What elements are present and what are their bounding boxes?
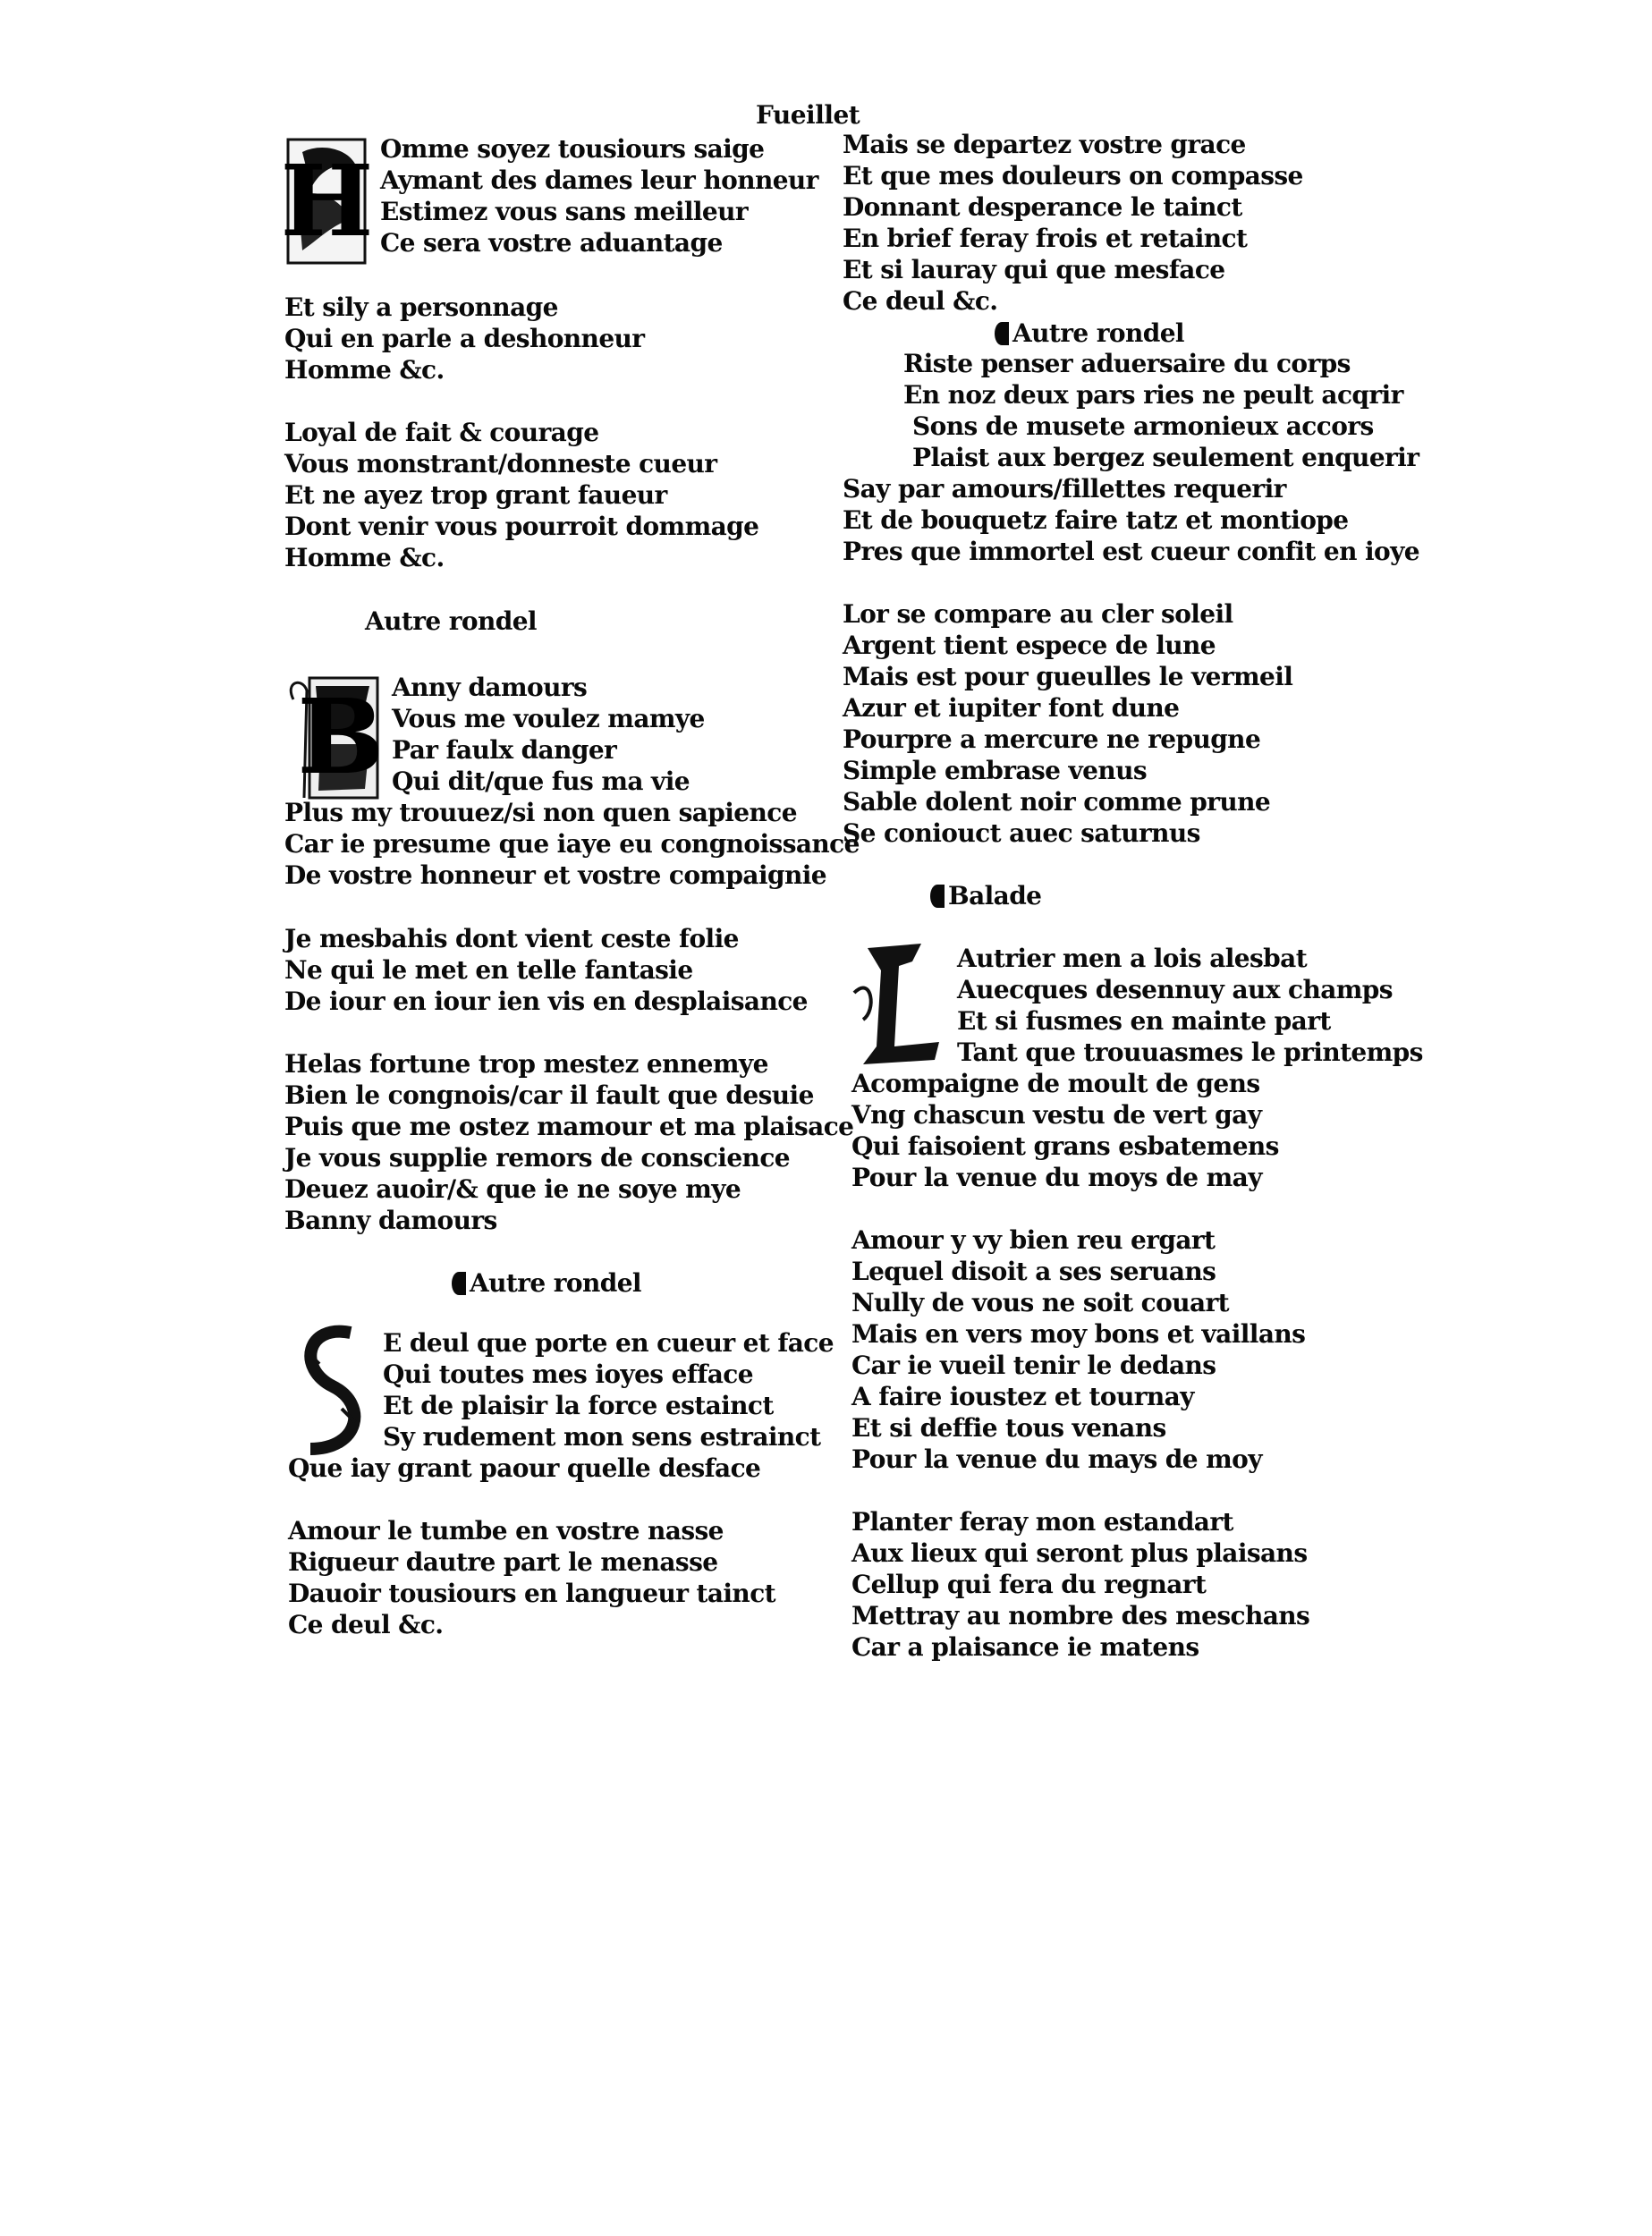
verse-line: Deuez auoir/& que ie ne soye mye bbox=[284, 1174, 741, 1204]
verse-line: Lor se compare au cler soleil bbox=[843, 599, 1233, 629]
verse-line: Dauoir tousiours en langueur tainct bbox=[288, 1579, 775, 1608]
verse-line: Car ie presume que iaye eu congnoissance bbox=[284, 829, 860, 859]
verse-line: Loyal de fait & courage bbox=[284, 418, 599, 447]
verse-line: Banny damours bbox=[284, 1206, 497, 1235]
verse-line: Pour la venue du mays de moy bbox=[851, 1444, 1262, 1474]
verse-line: Et si deffie tous venans bbox=[851, 1413, 1166, 1443]
verse-line: Ce sera vostre aduantage bbox=[380, 228, 723, 258]
verse-line: Mais se departez vostre grace bbox=[843, 130, 1246, 159]
verse-line: Helas fortune trop mestez ennemye bbox=[284, 1049, 768, 1079]
verse-line: Anny damours bbox=[392, 673, 588, 702]
verse-line: Par faulx danger bbox=[392, 735, 617, 765]
verse-line: Aymant des dames leur honneur bbox=[380, 165, 818, 195]
verse-line: Rigueur dautre part le menasse bbox=[288, 1547, 718, 1577]
verse-line: Cellup qui fera du regnart bbox=[851, 1570, 1207, 1599]
verse-line: Azur et iupiter font dune bbox=[843, 693, 1180, 723]
section-heading bbox=[930, 881, 1041, 911]
verse-line: Mais en vers moy bons et vaillans bbox=[851, 1319, 1306, 1349]
verse-line: Simple embrase venus bbox=[843, 756, 1148, 785]
verse-line: Acompaigne de moult de gens bbox=[851, 1069, 1260, 1098]
section-heading-text: Balade bbox=[948, 881, 1042, 910]
verse-line: Omme soyez tousiours saige bbox=[380, 134, 765, 164]
verse-line: Et de plaisir la force estainct bbox=[383, 1391, 774, 1420]
verse-line: Se coniouct auec saturnus bbox=[843, 818, 1200, 848]
section-heading: Autre rondel bbox=[365, 606, 537, 636]
verse-line: Et que mes douleurs on compasse bbox=[843, 161, 1303, 191]
page-header: Fueillet bbox=[756, 100, 860, 130]
verse-line: Homme &c. bbox=[284, 355, 445, 385]
verse-line: De vostre honneur et vostre compaignie bbox=[284, 860, 826, 890]
verse-line: Ce deul &c. bbox=[843, 286, 998, 316]
verse-line: Que iay grant paour quelle desface bbox=[288, 1453, 761, 1483]
pilcrow-icon bbox=[995, 322, 1009, 345]
verse-line: Je vous supplie remors de conscience bbox=[284, 1143, 790, 1173]
verse-line: Sy rudement mon sens estrainct bbox=[383, 1422, 821, 1452]
verse-line: En noz deux pars ries ne peult acqrir bbox=[903, 380, 1403, 410]
verse-line: Ce deul &c. bbox=[288, 1610, 444, 1639]
verse-line: Qui dit/que fus ma vie bbox=[392, 767, 690, 796]
verse-line: Qui en parle a deshonneur bbox=[284, 324, 645, 353]
verse-line: Vous monstrant/donneste cueur bbox=[284, 449, 717, 479]
verse-line: Nully de vous ne soit couart bbox=[851, 1288, 1229, 1317]
verse-line: Aux lieux qui seront plus plaisans bbox=[851, 1538, 1308, 1568]
verse-line: Riste penser aduersaire du corps bbox=[903, 349, 1351, 378]
verse-line: Mais est pour gueulles le vermeil bbox=[843, 662, 1293, 691]
verse-line: Plus my trouuez/si non quen sapience bbox=[284, 798, 797, 827]
section-heading-text: Autre rondel bbox=[1012, 318, 1184, 348]
verse-line: Argent tient espece de lune bbox=[843, 631, 1216, 660]
verse-line: Et si lauray qui que mesface bbox=[843, 255, 1225, 284]
verse-line: E deul que porte en cueur et face bbox=[383, 1328, 834, 1358]
verse-line: Ne qui le met en telle fantasie bbox=[284, 955, 693, 985]
verse-line: Pres que immortel est cueur confit en ioye bbox=[843, 537, 1419, 566]
verse-line: Planter feray mon estandart bbox=[851, 1507, 1233, 1537]
verse-line: Sons de musete armonieux accors bbox=[912, 411, 1374, 441]
verse-line: Car a plaisance ie matens bbox=[851, 1632, 1199, 1662]
verse-line: Vous me voulez mamye bbox=[392, 704, 705, 733]
verse-line: Mettray au nombre des meschans bbox=[851, 1601, 1310, 1630]
verse-line: Dont venir vous pourroit dommage bbox=[284, 512, 759, 541]
section-heading bbox=[452, 1268, 641, 1299]
verse-line: Qui faisoient grans esbatemens bbox=[851, 1131, 1279, 1161]
verse-line: Bien le congnois/car il fault que desuie bbox=[284, 1080, 814, 1110]
verse-line: Autrier men a lois alesbat bbox=[957, 944, 1308, 973]
verse-line: Sable dolent noir comme prune bbox=[843, 787, 1271, 817]
verse-line: Amour y vy bien reu ergart bbox=[851, 1225, 1216, 1255]
section-heading bbox=[995, 318, 1184, 349]
section-heading-text: Autre rondel bbox=[470, 1268, 641, 1298]
verse-line: Estimez vous sans meilleur bbox=[380, 197, 749, 226]
verse-line: A faire ioustez et tournay bbox=[851, 1382, 1194, 1411]
decorated-initial-s bbox=[288, 1324, 377, 1458]
pilcrow-icon bbox=[930, 885, 945, 908]
verse-line: Tant que trouuasmes le printemps bbox=[957, 1038, 1423, 1067]
verse-line: De iour en iour ien vis en desplaisance bbox=[284, 987, 808, 1016]
verse-line: Vng chascun vestu de vert gay bbox=[851, 1100, 1262, 1130]
decorated-initial-h: H bbox=[284, 134, 369, 268]
verse-line: Et de bouquetz faire tatz et montiope bbox=[843, 505, 1349, 535]
verse-line: Amour le tumbe en vostre nasse bbox=[288, 1516, 724, 1546]
verse-line: Je mesbahis dont vient ceste folie bbox=[284, 924, 739, 953]
verse-line: Et sily a personnage bbox=[284, 292, 558, 322]
verse-line: Et ne ayez trop grant faueur bbox=[284, 480, 667, 510]
verse-line: Homme &c. bbox=[284, 543, 445, 572]
decorated-initial-b: B bbox=[284, 673, 381, 802]
verse-line: Qui toutes mes ioyes efface bbox=[383, 1359, 753, 1389]
verse-line: Plaist aux bergez seulement enquerir bbox=[912, 443, 1419, 472]
verse-line: Et si fusmes en mainte part bbox=[957, 1006, 1331, 1036]
verse-line: Auecques desennuy aux champs bbox=[957, 975, 1393, 1004]
verse-line: Lequel disoit a ses seruans bbox=[851, 1257, 1216, 1286]
verse-line: Pour la venue du moys de may bbox=[851, 1163, 1262, 1192]
verse-line: Say par amours/fillettes requerir bbox=[843, 474, 1286, 504]
pilcrow-icon bbox=[452, 1272, 466, 1295]
verse-line: Car ie vueil tenir le dedans bbox=[851, 1351, 1216, 1380]
verse-line: En brief feray frois et retainct bbox=[843, 224, 1248, 253]
decorated-initial-l bbox=[850, 939, 948, 1069]
verse-line: Puis que me ostez mamour et ma plaisace bbox=[284, 1112, 854, 1141]
verse-line: Pourpre a mercure ne repugne bbox=[843, 724, 1261, 754]
verse-line: Donnant desperance le tainct bbox=[843, 192, 1242, 222]
